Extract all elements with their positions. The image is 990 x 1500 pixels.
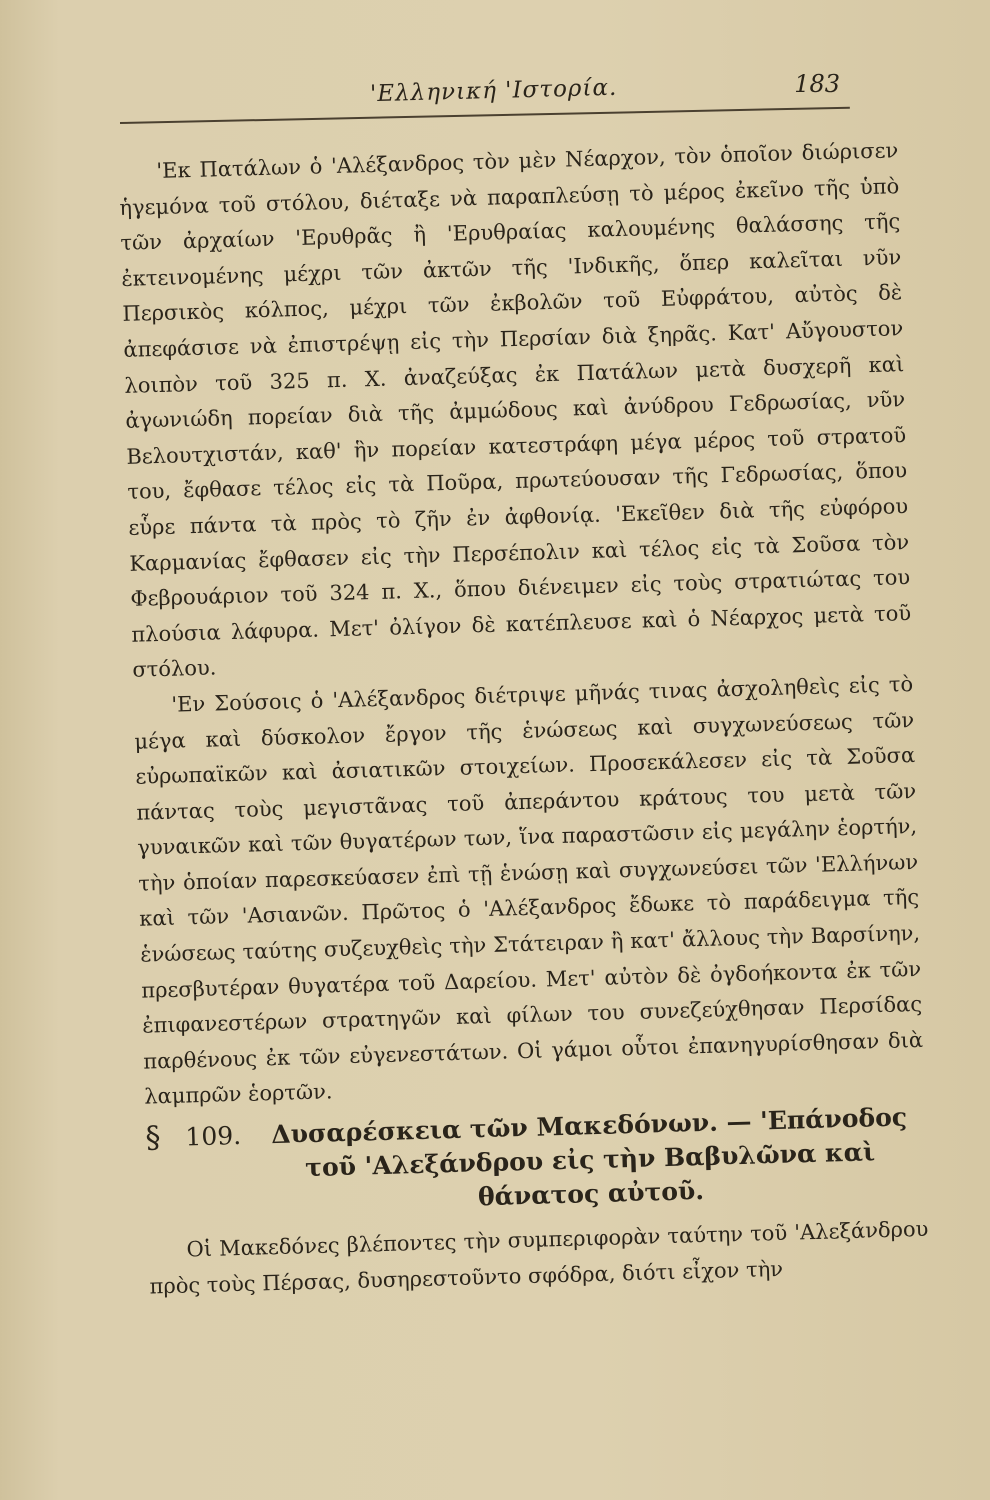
page-number: 183 <box>794 70 840 98</box>
section-number: 109. <box>185 1120 242 1152</box>
paragraph: 'Εν Σούσοις ὁ 'Αλέξανδρος διέτριψε μῆνάς τινας ἀσχοληθεὶς εἰς τὸ μέγα καὶ δύσκολον ἔργον τῆς ἑνώσεως καὶ συγχωνεύσεως τῶν εὐρωπαϊκῶν καὶ ἀσιατικῶν στοιχείων. Προσεκάλεσεν εἰς τὰ Σοῦσα πάντας τοὺς μεγιστᾶνας τοῦ ἀπεράντου κράτους του μετὰ τῶν γυναικῶν καὶ τῶν θυγατέρων των, ἵνα παραστῶσιν εἰς μεγάλην ἑορτήν, τὴν ὁποίαν παρεσκεύασεν ἐπὶ τῇ ἑνώσῃ καὶ συγχωνεύσει τῶν 'Ελλήνων καὶ τῶν 'Ασιανῶν. Πρῶτος ὁ 'Αλέξανδρος ἔδωκε τὸ παράδειγμα τῆς ἑνώσεως ταύτης συζευχθεὶς τὴν Στάτειραν ἢ κατ' ἄλλους τὴν Βαρσίνην, πρεσβυτέραν θυγατέρα τοῦ Δαρείου. Μετ' αὐτὸν δὲ ὀγδοήκοντα ἐκ τῶν ἐπιφανεστέρων στρατηγῶν καὶ φίλων του συνεζεύχθησαν Περσίδας παρθένους ἐκ τῶν εὐγενεστάτων. Οἱ γάμοι οὗτοι ἐπανηγυρίσθησαν διὰ λαμπρῶν ἑορτῶν. <box>134 671 924 1110</box>
paragraph: 'Εκ Πατάλων ὁ 'Αλέξανδρος τὸν μὲν Νέαρχον, τὸν ὁποῖον διώρισεν ἡγεμόνα τοῦ στόλου, διέταξε νὰ παραπλεύσῃ τὸ μέρος ἐκεῖνο τῆς ὑπὸ τῶν ἀρχαίων 'Ερυθρᾶς ἢ 'Ερυθραίας καλουμένης θαλάσσης τῆς ἐκτεινομένης μέχρι τῶν ἀκτῶν τῆς 'Ινδικῆς, ὅπερ καλεῖται νῦν Περσικὸς κόλπος, μέχρι τῶν ἐκβολῶν τοῦ Εὐφράτου, αὐτὸς δὲ ἀπεφάσισε νὰ ἐπιστρέψῃ εἰς τὴν Περσίαν διὰ ξηρᾶς. Κατ' Αὔγουστον λοιπὸν τοῦ 325 π. Χ. ἀναζεύξας ἐκ Πατάλων μετὰ δυσχερῆ καὶ ἀγωνιώδη πορείαν διὰ τῆς ἀμμώδους καὶ ἀνύδρου Γεδρωσίας, νῦν Βελουτχιστάν, καθ' ἣν πορείαν κατεστράφη μέγα μέρος τοῦ στρατοῦ του, ἔφθασε τέλος εἰς τὰ Ποῦρα, πρωτεύουσαν τῆς Γεδρωσίας, ὅπου εὗρε πάντα τὰ πρὸς τὸ ζῆν ἐν ἀφθονίᾳ. 'Εκεῖθεν διὰ τῆς εὐφόρου Καρμανίας ἔφθασεν εἰς τὴν Περσέπολιν καὶ τέλος εἰς τὰ Σοῦσα τὸν Φεβρουάριον τοῦ 324 π. Χ., ὅπου διένειμεν εἰς τοὺς στρατιώτας του πλούσια λάφυρα. Μετ' ὀλίγον δὲ κατέπλευσε καὶ ὁ Νέαρχος μετὰ τοῦ στόλου. <box>119 138 912 683</box>
section-symbol: § <box>144 1120 161 1156</box>
section-heading <box>145 1100 928 1224</box>
paragraph: Οἱ Μακεδόνες βλέποντες τὴν συμπεριφορὰν ταύτην τοῦ 'Αλεξάνδρου πρὸς τοὺς Πέρσας, δυσηρεστοῦντο σφόδρα, διότι εἶχον τὴν <box>149 1216 929 1299</box>
running-title: 'Ελληνική 'Ιστορία. <box>369 74 618 108</box>
body-text <box>118 133 930 1305</box>
section-title: Δυσαρέσκεια τῶν Μακεδόνων. — 'Επάνοδος τοῦ 'Αλεξάνδρου εἰς τὴν Βαβυλῶνα καὶ θάνατος αὐτοῦ. <box>270 1102 908 1212</box>
